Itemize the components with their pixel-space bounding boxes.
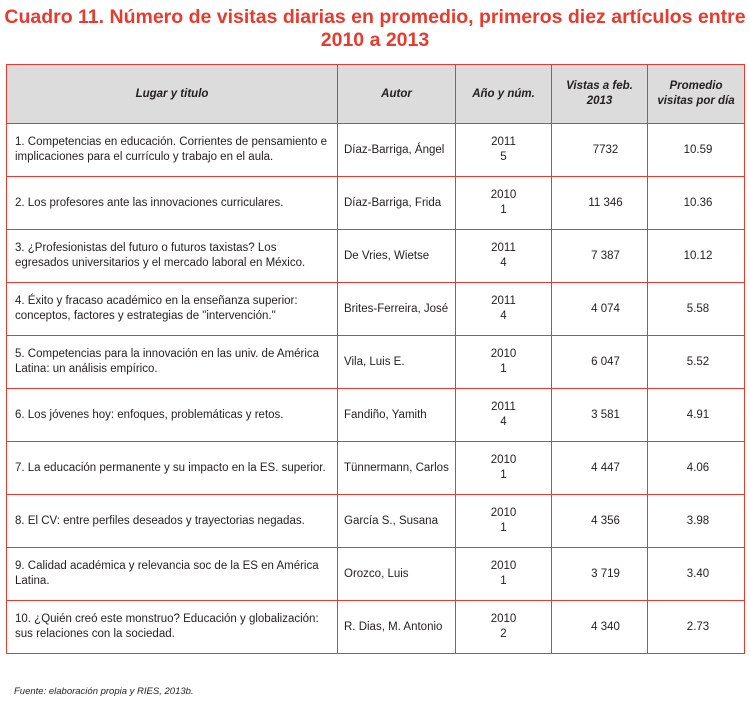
cell-year: 2011: [491, 136, 516, 148]
cell-title: 9. Calidad académica y relevancia soc de la ES en América Latina.: [7, 548, 338, 601]
cell-year: 2010: [490, 189, 517, 201]
table-row: [7, 283, 745, 336]
cell-year: 2010: [490, 560, 517, 572]
cell-avg: 4.06: [648, 442, 745, 495]
cell-avg: 5.58: [648, 283, 745, 336]
cell-title: 5. Competencias para la innovación en las univ. de América Latina: un análisis empírico.: [7, 336, 338, 389]
cell-title: 6. Los jóvenes hoy: enfoques, problemáticas y retos.: [7, 389, 338, 442]
cell-num: 1: [500, 575, 507, 587]
cell-author: García S., Susana: [338, 495, 456, 548]
cell-title: 3. ¿Profesionistas del futuro o futuros taxistas? Los egresados universitarios y el mercado laboral en México.: [7, 230, 338, 283]
cell-year: 2010: [490, 613, 517, 625]
cell-num: 4: [500, 257, 507, 269]
cell-title: 4. Éxito y fracaso académico en la enseñanza superior: conceptos, factores y estrategias de "intervención.": [7, 283, 338, 336]
header-visits: Vistas a feb. 2013: [552, 65, 648, 124]
cell-title: 8. El CV: entre perfiles deseados y trayectorias negadas.: [7, 495, 338, 548]
table-row: [7, 177, 745, 230]
cell-year-num: [456, 124, 552, 177]
cell-avg: 10.59: [648, 124, 745, 177]
cell-visits: 3 719: [552, 548, 648, 601]
cell-title: 7. La educación permanente y su impacto en la ES. superior.: [7, 442, 338, 495]
table-row: [7, 336, 745, 389]
header-author: Autor: [338, 65, 456, 124]
table-body: [7, 124, 745, 654]
cell-author: Orozco, Luis: [338, 548, 456, 601]
cell-year: 2010: [490, 454, 517, 466]
cell-visits: 3 581: [552, 389, 648, 442]
cell-num: 1: [500, 469, 507, 481]
cell-avg: 3.40: [648, 548, 745, 601]
cell-year: 2011: [491, 242, 516, 254]
cell-author: Brites-Ferreira, José: [338, 283, 456, 336]
cell-author: Fandiño, Yamith: [338, 389, 456, 442]
cell-year-num: [456, 177, 552, 230]
header-avg: Promedio visitas por día: [648, 65, 745, 124]
cell-year-num: [456, 283, 552, 336]
header-year-num: Año y núm.: [456, 65, 552, 124]
cell-year: 2010: [490, 507, 517, 519]
cell-avg: 10.36: [648, 177, 745, 230]
table-row: [7, 442, 745, 495]
table-row: [7, 124, 745, 177]
cell-year-num: [456, 336, 552, 389]
cell-year: 2011: [491, 295, 516, 307]
cell-avg: 3.98: [648, 495, 745, 548]
table-row: [7, 601, 745, 654]
cell-num: 1: [500, 363, 507, 375]
visits-table: [6, 64, 745, 654]
cell-visits: 6 047: [552, 336, 648, 389]
cell-num: 4: [500, 416, 507, 428]
cell-author: Tünnermann, Carlos: [338, 442, 456, 495]
cell-author: R. Dias, M. Antonio: [338, 601, 456, 654]
cell-year-num: [456, 442, 552, 495]
header-place-title: Lugar y titulo: [7, 65, 338, 124]
cell-visits: 7 387: [552, 230, 648, 283]
table-title-line-2: 2010 a 2013: [320, 29, 430, 51]
cell-year-num: [456, 601, 552, 654]
cell-avg: 5.52: [648, 336, 745, 389]
cell-year: 2011: [491, 401, 516, 413]
cell-title: 10. ¿Quién creó este monstruo? Educación y globalización: sus relaciones con la sociedad.: [7, 601, 338, 654]
cell-visits: 7732: [552, 124, 648, 177]
cell-num: 4: [500, 310, 507, 322]
cell-author: De Vries, Wietse: [338, 230, 456, 283]
table-title-line-1: Cuadro 11. Número de visitas diarias en promedio, primeros diez artículos entre: [4, 6, 746, 28]
table-row: [7, 495, 745, 548]
table-row: [7, 389, 745, 442]
cell-visits: 4 074: [552, 283, 648, 336]
cell-visits: 4 340: [552, 601, 648, 654]
cell-num: 2: [500, 628, 507, 640]
table-header-row: [7, 65, 745, 124]
cell-author: Díaz-Barriga, Frida: [338, 177, 456, 230]
cell-year-num: [456, 495, 552, 548]
table-row: [7, 230, 745, 283]
source-note: Fuente: elaboración propia y RIES, 2013b.: [14, 686, 194, 697]
cell-visits: 11 346: [552, 177, 648, 230]
cell-year-num: [456, 389, 552, 442]
cell-avg: 2.73: [648, 601, 745, 654]
cell-avg: 4.91: [648, 389, 745, 442]
cell-title: 1. Competencias en educación. Corrientes de pensamiento e implicaciones para el currículo y trabajo en el aula.: [7, 124, 338, 177]
cell-visits: 4 447: [552, 442, 648, 495]
cell-author: Díaz-Barriga, Ángel: [338, 124, 456, 177]
cell-year-num: [456, 230, 552, 283]
table-title: [0, 6, 750, 52]
cell-author: Vila, Luis E.: [338, 336, 456, 389]
cell-title: 2. Los profesores ante las innovaciones curriculares.: [7, 177, 338, 230]
cell-num: 1: [500, 204, 507, 216]
cell-num: 5: [500, 151, 507, 163]
cell-year: 2010: [490, 348, 517, 360]
table-row: [7, 548, 745, 601]
cell-year-num: [456, 548, 552, 601]
cell-visits: 4 356: [552, 495, 648, 548]
cell-num: 1: [500, 522, 507, 534]
cell-avg: 10.12: [648, 230, 745, 283]
